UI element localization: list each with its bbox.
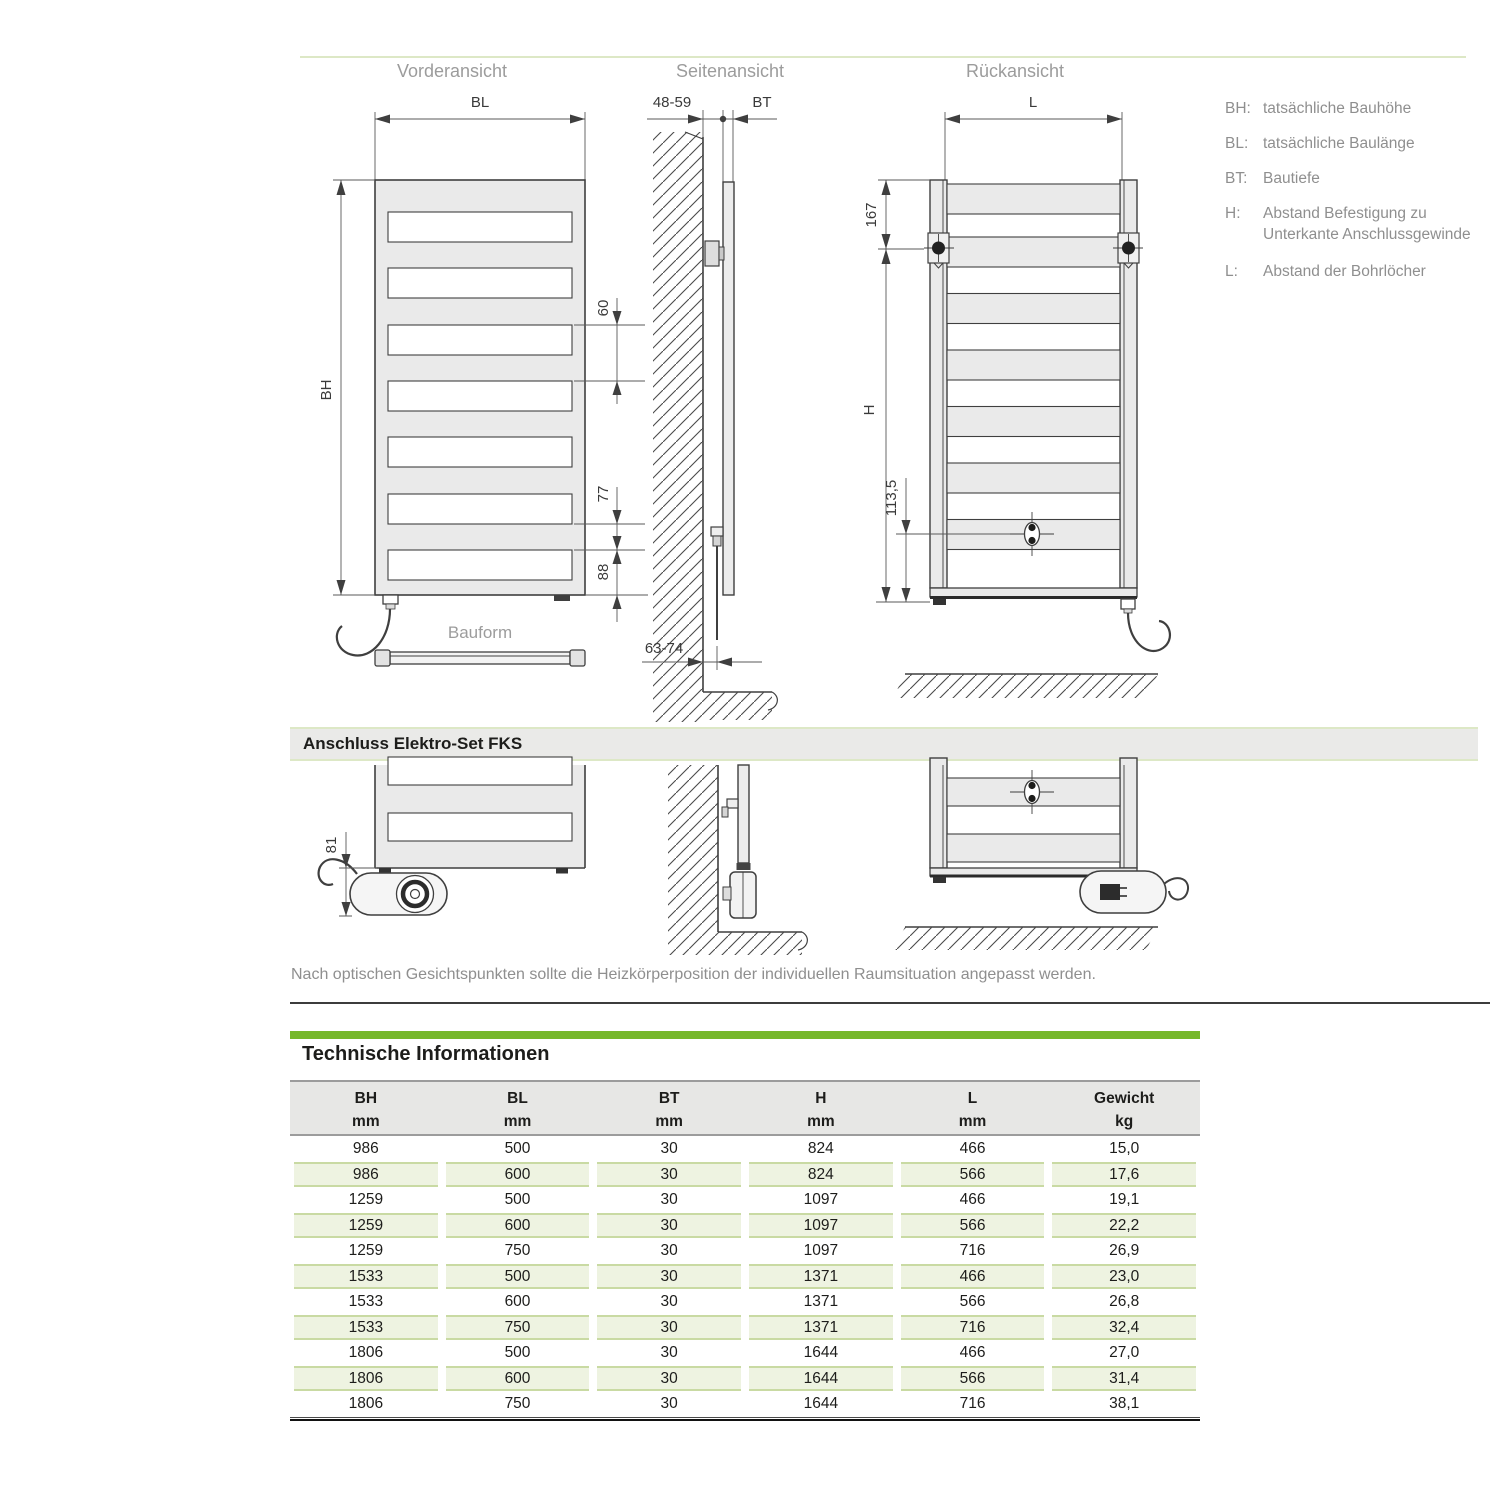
table-header-row — [290, 1080, 1200, 1136]
table-cell: 1259 — [348, 1242, 384, 1259]
table-row — [290, 1136, 1200, 1162]
electric-element-rear — [1080, 871, 1188, 913]
table-cell: 600 — [446, 1366, 590, 1392]
mounting-bracket-left — [924, 233, 954, 268]
table-cell: 30 — [660, 1293, 678, 1310]
fks-side-drawing — [668, 765, 807, 955]
table-row — [290, 1315, 1200, 1341]
table-cell: 1097 — [749, 1213, 893, 1239]
table-cell: 1259 — [348, 1191, 384, 1208]
column-header-label: BH — [354, 1090, 378, 1107]
table-cell: 716 — [901, 1315, 1045, 1341]
table-cell: 500 — [504, 1140, 531, 1157]
table-cell: 1533 — [294, 1264, 438, 1290]
table-cell: 1644 — [803, 1344, 839, 1361]
table-cell: 1259 — [294, 1213, 438, 1239]
side-view-title: Seitenansicht — [675, 61, 785, 81]
legend-description-line: Bautiefe — [1263, 170, 1320, 187]
wall-hatch-fks — [668, 765, 718, 955]
dim-label-63-74: 63-74 — [644, 640, 684, 657]
fks-drawings — [290, 765, 1200, 960]
section-divider-line — [290, 1002, 1490, 1004]
floor-hatch-fks — [718, 932, 802, 955]
rear-view-title: Rückansicht — [965, 61, 1065, 81]
legend-description-line: Unterkante Anschlussgewinde — [1263, 226, 1471, 243]
dim-label-l: L — [1028, 94, 1038, 111]
column-header — [593, 1087, 745, 1134]
table-cell: 19,1 — [1109, 1191, 1140, 1208]
rear-view-drawing — [861, 94, 1170, 698]
table-cell: 15,0 — [1109, 1140, 1140, 1157]
table-cell: 1371 — [749, 1315, 893, 1341]
column-header-unit: mm — [807, 1113, 835, 1130]
table-cell: 30 — [597, 1213, 741, 1239]
table-cell: 38,1 — [1109, 1395, 1140, 1412]
table-row — [290, 1264, 1200, 1290]
green-accent-bar — [290, 1031, 1200, 1039]
floor-hatch-rear — [893, 674, 1158, 698]
table-cell: 1371 — [749, 1264, 893, 1290]
table-cell: 1806 — [348, 1395, 384, 1412]
table-cell: 1806 — [348, 1344, 384, 1361]
legend-description — [1263, 133, 1415, 154]
table-title: Technische Informationen — [302, 1043, 550, 1065]
dim-label-bh: BH — [318, 379, 335, 401]
column-header — [897, 1087, 1049, 1134]
legend-term: H: — [1225, 205, 1241, 222]
wall-hatch — [653, 132, 703, 722]
mounting-bracket-right — [1113, 233, 1143, 268]
table-cell: 17,6 — [1052, 1162, 1196, 1188]
legend-description-line: tatsächliche Baulänge — [1263, 135, 1415, 152]
table-cell: 1097 — [803, 1242, 839, 1259]
legend-description — [1263, 168, 1320, 189]
table-cell: 986 — [352, 1140, 379, 1157]
legend-description — [1263, 203, 1471, 245]
dim-label-81: 81 — [323, 836, 340, 854]
position-note: Nach optischen Gesichtspunkten sollte die Heizkörperposition der individuellen Raumsituation angepasst werden. — [291, 966, 1096, 983]
table-cell: 1533 — [294, 1315, 438, 1341]
table-cell: 1644 — [803, 1395, 839, 1412]
side-view-drawing — [642, 94, 777, 722]
table-row — [290, 1187, 1200, 1213]
table-cell: 750 — [446, 1315, 590, 1341]
column-header-unit: kg — [1115, 1113, 1134, 1130]
table-row — [290, 1340, 1200, 1366]
legend-term: BL: — [1225, 135, 1249, 152]
column-header-unit: mm — [655, 1113, 683, 1130]
dim-label-113-5: 113,5 — [883, 479, 900, 517]
top-divider-line — [300, 56, 1466, 58]
table-row — [290, 1162, 1200, 1188]
table-cell: 1533 — [348, 1293, 384, 1310]
table-cell: 466 — [959, 1191, 986, 1208]
table-cell: 750 — [504, 1242, 531, 1259]
table-cell: 566 — [901, 1213, 1045, 1239]
column-header — [745, 1087, 897, 1134]
column-header-label: Gewicht — [1094, 1090, 1155, 1107]
legend-item — [1225, 98, 1475, 119]
table-cell: 600 — [446, 1213, 590, 1239]
table-cell: 30 — [597, 1162, 741, 1188]
fks-front-drawing — [319, 757, 585, 916]
legend-description — [1263, 98, 1411, 119]
floor-hatch — [703, 692, 772, 720]
table-cell: 22,2 — [1052, 1213, 1196, 1239]
table-cell: 1644 — [749, 1366, 893, 1392]
column-header-label: BL — [507, 1090, 528, 1107]
table-cell: 1371 — [803, 1293, 839, 1310]
column-header-label: BT — [658, 1090, 680, 1107]
table-cell: 500 — [446, 1264, 590, 1290]
legend-item — [1225, 168, 1475, 189]
table-cell: 23,0 — [1052, 1264, 1196, 1290]
table-cell: 30 — [660, 1140, 678, 1157]
fks-rear-drawing — [893, 758, 1188, 950]
column-header-label: H — [815, 1090, 827, 1107]
table-cell: 30 — [597, 1264, 741, 1290]
table-cell: 466 — [959, 1344, 986, 1361]
table-cell: 1806 — [294, 1366, 438, 1392]
dim-label-167: 167 — [863, 202, 880, 228]
front-view-drawing — [318, 94, 648, 666]
technical-data-table — [290, 1080, 1200, 1421]
table-cell: 30 — [597, 1315, 741, 1341]
dim-label-48-59: 48-59 — [652, 94, 692, 111]
front-cable — [337, 595, 398, 655]
legend-description-line: tatsächliche Bauhöhe — [1263, 100, 1412, 117]
legend-description-line: Abstand der Bohrlöcher — [1263, 263, 1426, 280]
table-cell: 27,0 — [1109, 1344, 1140, 1361]
table-cell: 824 — [807, 1140, 834, 1157]
dim-label-h: H — [861, 404, 878, 416]
legend-description-line: Abstand Befestigung zu — [1263, 205, 1427, 222]
dimension-legend — [1225, 98, 1475, 296]
table-cell: 30 — [660, 1191, 678, 1208]
table-cell: 26,8 — [1109, 1293, 1140, 1310]
table-cell: 600 — [446, 1162, 590, 1188]
table-cell: 30 — [597, 1366, 741, 1392]
table-body — [290, 1136, 1200, 1417]
table-cell: 566 — [959, 1293, 986, 1310]
column-header — [442, 1087, 594, 1134]
table-cell: 30 — [660, 1344, 678, 1361]
table-cell: 1097 — [803, 1191, 839, 1208]
table-bottom-rule — [290, 1417, 1200, 1421]
bauform-label: Bauform — [447, 623, 513, 642]
table-cell: 500 — [504, 1344, 531, 1361]
table-cell: 500 — [504, 1191, 531, 1208]
column-header-unit: mm — [958, 1113, 987, 1130]
table-cell: 466 — [959, 1140, 986, 1157]
column-header-unit: mm — [352, 1113, 380, 1130]
table-row — [290, 1289, 1200, 1315]
rear-cable — [1121, 599, 1170, 651]
dim-label-60: 60 — [595, 299, 612, 317]
legend-term: BT: — [1225, 170, 1248, 187]
table-cell: 32,4 — [1052, 1315, 1196, 1341]
table-cell: 716 — [959, 1395, 986, 1412]
table-cell: 986 — [294, 1162, 438, 1188]
legend-term: BH: — [1225, 100, 1251, 117]
table-cell: 600 — [504, 1293, 531, 1310]
table-cell: 716 — [959, 1242, 986, 1259]
legend-item — [1225, 261, 1475, 282]
floor-hatch-fks-rear — [893, 927, 1158, 950]
table-cell: 30 — [660, 1242, 678, 1259]
connection-point-fks — [1010, 770, 1054, 814]
legend-description — [1263, 261, 1426, 282]
column-header-label: L — [967, 1090, 978, 1107]
legend-item — [1225, 203, 1475, 245]
table-cell: 31,4 — [1052, 1366, 1196, 1392]
legend-item — [1225, 133, 1475, 154]
technical-drawings — [290, 90, 1200, 725]
table-cell: 566 — [901, 1162, 1045, 1188]
column-header — [290, 1087, 442, 1134]
table-cell: 466 — [901, 1264, 1045, 1290]
table-cell: 26,9 — [1109, 1242, 1140, 1259]
dim-label-bl: BL — [470, 94, 490, 111]
table-row — [290, 1366, 1200, 1392]
fks-section-header — [290, 727, 1478, 761]
table-cell: 566 — [901, 1366, 1045, 1392]
dim-label-77: 77 — [595, 485, 612, 503]
legend-term: L: — [1225, 263, 1238, 280]
fks-section-title: Anschluss Elektro-Set FKS — [303, 734, 523, 753]
front-view-title: Vorderansicht — [396, 61, 508, 81]
bauform-top-view — [375, 650, 585, 666]
dim-label-88: 88 — [595, 563, 612, 581]
table-row — [290, 1391, 1200, 1417]
table-row — [290, 1213, 1200, 1239]
table-cell: 824 — [749, 1162, 893, 1188]
table-row — [290, 1238, 1200, 1264]
table-cell: 30 — [660, 1395, 678, 1412]
column-header-unit: mm — [503, 1113, 532, 1130]
dim-label-bt: BT — [752, 94, 772, 111]
table-cell: 750 — [504, 1395, 531, 1412]
column-header — [1048, 1087, 1200, 1134]
